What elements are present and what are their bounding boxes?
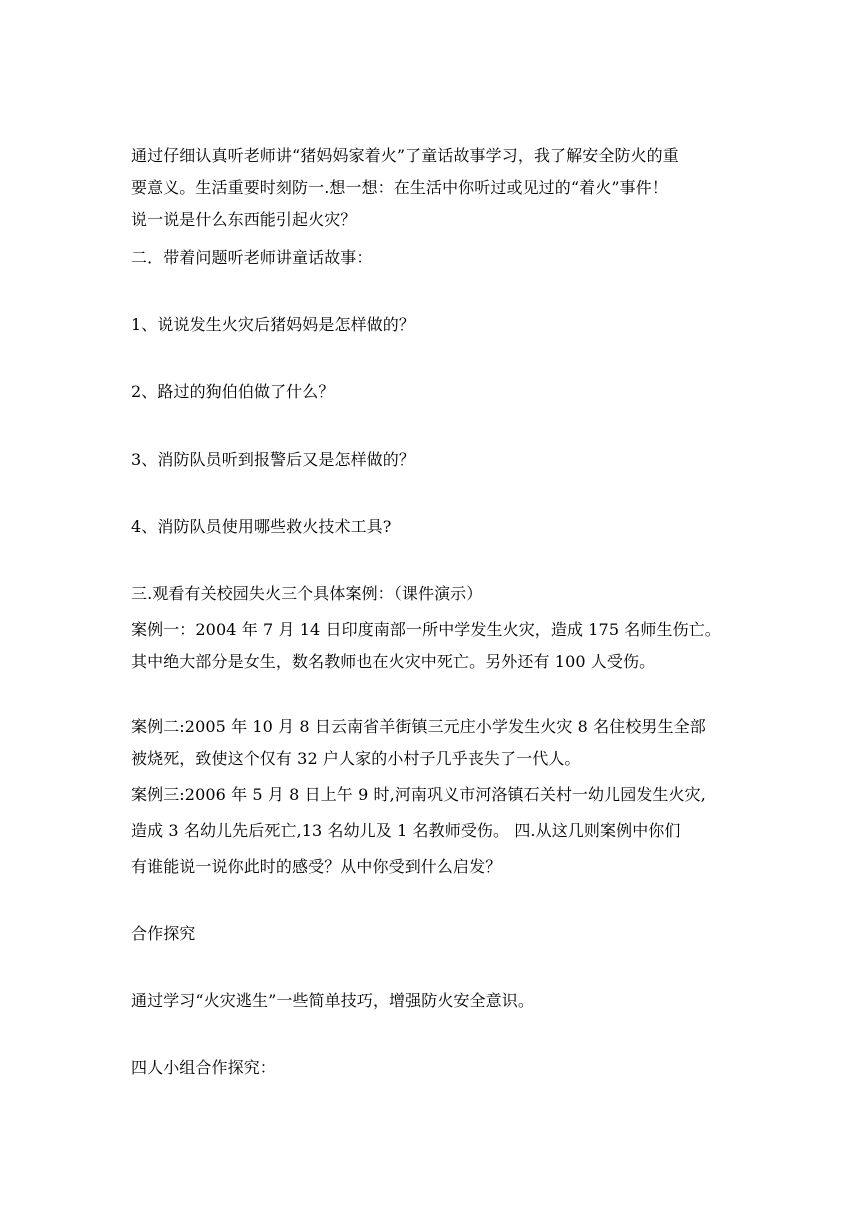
case-2-line-2: 被烧死，致使这个仅有 32 户人家的小村子几乎丧失了一代人。 [131,749,581,768]
intro-line-3: 说一说是什么东西能引起火灾？ [131,210,357,229]
case-2-line-1: 案例二:2005 年 10 月 8 日云南省羊街镇三元庄小学发生火灾 8 名住校男生全部 [131,717,706,736]
case-3-line-1: 案例三:2006 年 5 月 8 日上午 9 时,河南巩义市河洛镇石关村一幼儿园发生火灾, [131,785,706,804]
case-3-line-3: 有谁能说一说你此时的感受？从中你受到什么启发？ [131,857,502,876]
heading-cooperative-inquiry: 合作探究 [131,924,196,943]
cooperative-goal: 通过学习“火灾逃生”一些简单技巧，增强防火安全意识。 [131,991,534,1010]
question-4: 4、消防队员使用哪些救火技术工具? [131,517,392,536]
question-1: 1、说说发生火灾后猪妈妈是怎样做的？ [131,315,415,334]
question-2: 2、路过的狗伯伯做了什么？ [131,382,335,401]
section-heading-3: 三.观看有关校园失火三个具体案例：（课件演示） [131,584,483,603]
case-1-line-1: 案例一：2004 年 7 月 14 日印度南部一所中学发生火灾，造成 175 名师生伤亡。 [131,620,721,639]
question-3: 3、消防队员听到报警后又是怎样做的？ [131,450,415,469]
case-3-line-2: 造成 3 名幼儿先后死亡,13 名幼儿及 1 名教师受伤。 四.从这几则案例中你们 [131,821,681,840]
intro-line-2: 要意义。生活重要时刻防一.想一想：在生活中你听过或见过的“着火”事件！ [131,178,668,197]
section-heading-2: 二．带着问题听老师讲童话故事： [131,248,373,267]
case-1-line-2: 其中绝大部分是女生，数名教师也在火灾中死亡。另外还有 100 人受伤。 [131,652,656,671]
intro-line-1: 通过仔细认真听老师讲“猪妈妈家着火”了童话故事学习，我了解安全防火的重 [131,146,679,165]
group-inquiry-heading: 四人小组合作探究： [131,1058,276,1077]
